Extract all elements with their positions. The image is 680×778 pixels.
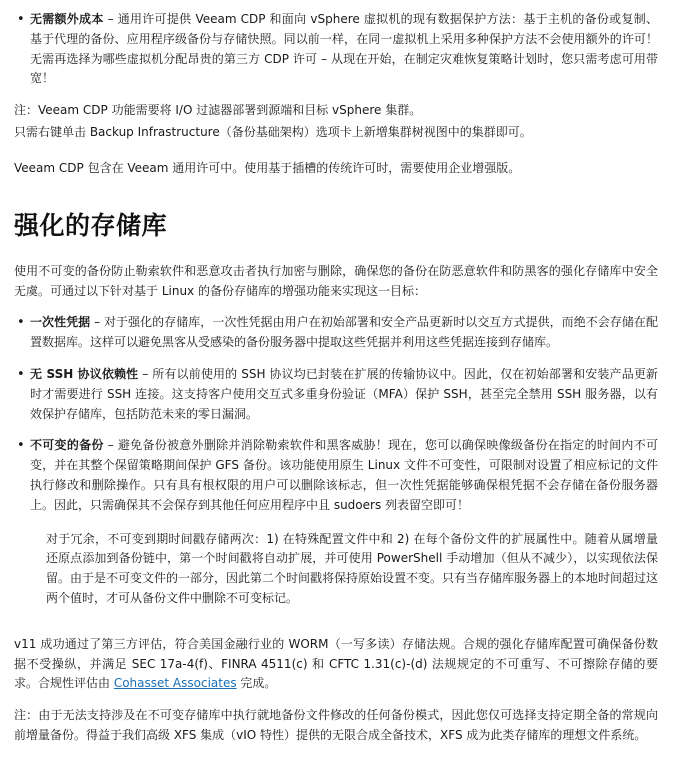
bullet-body-text: 所有以前使用的 SSH 协议均已封装在扩展的传输协议中。因此，仅在初始部署和安装产品更新时才需要进行 SSH 连接。这支持客户使用交互式多重身份验证（MFA）保护 SSH，甚至完全禁用 SSH 服务器，以有效保护存储库，包括防范未来的零日漏洞。 bbox=[30, 367, 658, 421]
list-item bbox=[14, 10, 658, 89]
bullet-dash: – bbox=[103, 438, 118, 453]
bullet-lead-label: 无需额外成本 bbox=[30, 12, 104, 26]
note-cdp-line-2: 只需右键单击 Backup Infrastructure（备份基础架构）选项卡上新增集群树视图中的集群即可。 bbox=[14, 124, 532, 139]
compliance-paragraph bbox=[14, 635, 658, 694]
note-cdp-block bbox=[14, 101, 658, 143]
bullet-lead-label: 不可变的备份 bbox=[30, 438, 104, 453]
bullet-body-text: 通用许可提供 Veeam CDP 和面向 vSphere 虚拟机的现有数据保护方法：基于主机的备份或复制、基于代理的备份、应用程序级备份与存储快照。同以前一样，在同一虚拟机上采用多种保护方法不会使用额外的许可！无需再选择为哪些虚拟机分配昂贵的第三方 CDP 许可 – 从现在开始，在制定灾难恢复策略计划时，您只需考虑可用带宽！ bbox=[30, 12, 658, 86]
list-item bbox=[14, 313, 658, 353]
bullet-dash: – bbox=[90, 315, 104, 330]
cohasset-associates-link[interactable]: Cohasset Associates bbox=[113, 676, 237, 691]
bullet-body-text: 避免备份被意外删除并消除勒索软件和黑客威胁！现在，您可以确保映像级备份在指定的时间内不可变，并在其整个保留策略期间保护 GFS 备份。该功能使用原生 Linux 文件不可变性，可限制对设置了相应标记的文件执行修改和删除操作。只有具有根权限的用户可以删除该标志，但一次性凭据能够确保根凭据不会存储在备份服务器上。因此，只需确保其不会保存到其他任何应用程序中且 sudoers 列表留空即可！ bbox=[30, 438, 658, 512]
feature-bullet-list bbox=[14, 313, 658, 608]
compliance-text-before-link: v11 成功通过了第三方评估，符合美国金融行业的 WORM（一写多读）存储法规。合规的强化存储库配置可确保备份数据不受操纵，并满足 SEC 17a-4(f)、FINRA 4511(c) 和 CFTC 1.31(c)-(d) 法规规定的不可重写、不可擦除存储的要求。合规性评估由 bbox=[14, 636, 658, 691]
bullet-lead-label: 无 SSH 协议依赖性 bbox=[30, 367, 139, 382]
section-intro-paragraph: 使用不可变的备份防止勒索软件和恶意攻击者执行加密与删除，确保您的备份在防恶意软件和防黑客的强化存储库中安全无虞。可通过以下针对基于 Linux 的备份存储库的增强功能来实现这一目标： bbox=[14, 263, 658, 298]
intro-bullet-list bbox=[14, 10, 658, 89]
section-title: 强化的存储库 bbox=[14, 210, 168, 240]
bullet-lead-label: 一次性凭据 bbox=[30, 315, 91, 330]
bullet-dash: – bbox=[103, 12, 118, 26]
compliance-text-after-link: 完成。 bbox=[236, 676, 277, 691]
license-paragraph: Veeam CDP 包含在 Veeam 通用许可中。使用基于插槽的传统许可时，需要使用企业增强版。 bbox=[14, 160, 521, 175]
redundancy-paragraph: 对于冗余，不可变到期时间戳存储两次：1) 在特殊配置文件中和 2) 在每个备份文件的扩展属性中。随着从属增量还原点添加到备份链中，第一个时间戳将自动扩展，并可使用 PowerShell 手动增加（但从不减少），以实现依法保留。由于是不可变文件的一部分，因此第二个时间戳将保持原始设置不变。只有当存储库服务器上的本地时间超过这两个值时，才可从备份文件中删除不可变标记。 bbox=[46, 531, 659, 605]
spacer bbox=[14, 621, 658, 635]
list-item bbox=[14, 365, 658, 424]
note-cdp-line-1: 注：Veeam CDP 功能需要将 I/O 过滤器部署到源端和目标 vSphere 集群。 bbox=[14, 103, 422, 118]
note-xfs-paragraph: 注：由于无法支持涉及在不可变存储库中执行就地备份文件修改的任何备份模式，因此您仅可选择支持定期全备的常规向前增量备份。得益于我们高级 XFS 集成（vIO 特性）提供的无限合成全备技术，XFS 成为此类存储库的理想文件系统。 bbox=[14, 708, 658, 742]
bullet-body-text: 对于强化的存储库，一次性凭据由用户在初始部署和安全产品更新时以交互方式提供，而绝不会存储在配置数据库。这样可以避免黑客从受感染的备份服务器中提取这些凭据并利用这些凭据连接到存储库。 bbox=[30, 315, 658, 350]
list-item bbox=[14, 436, 658, 608]
bullet-dash: – bbox=[138, 367, 153, 382]
